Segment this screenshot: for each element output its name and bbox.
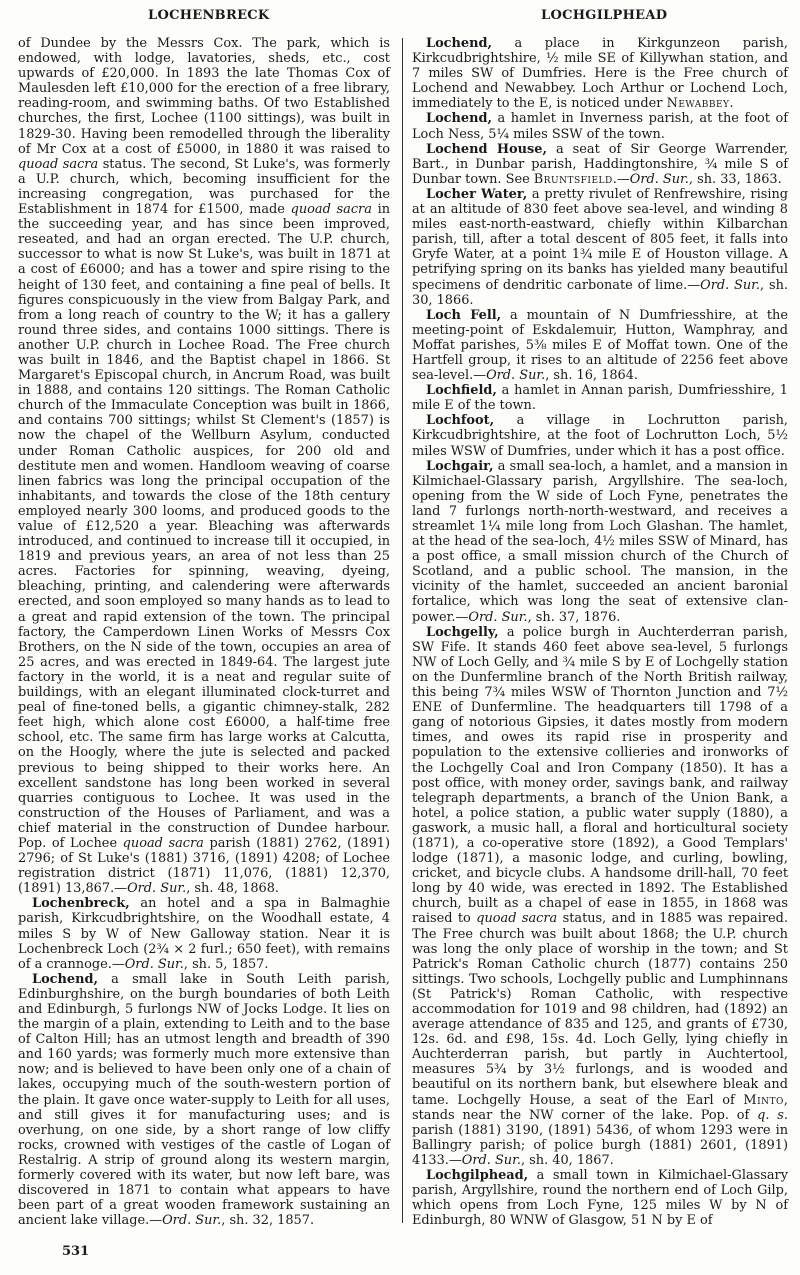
entry-headword: Lochend, (32, 971, 98, 987)
cross-reference: Newabbey (666, 96, 730, 112)
entry-text: parish (1881) 3190, (1891) 5436, of whom 1293 were in Ballingry parish; of police burgh (1881) 2601, (1891) 4133.— (412, 1122, 788, 1168)
entry-text: a police burgh in Auchterderran parish, SW Fife. It stands 460 feet above sea-level, 5 furlongs NW of Loch Gelly, and ¾ mile S by E of Lochgelly station on the Dunfermline branch of the North British railway, this being 7¾ miles WSW of Thornton Junction and 7½ ENE of Dunfermline. The headquarters till 1798 of a gang of notorious Gipsies, it dates mostly from modern times, and owes its rapid rise in prosperity and population to the extensive collieries and ironworks of the Lochgelly Coal and Iron Company (1850). It has a post office, with money order, savings bank, and railway telegraph departments, a branch of the Union Bank, a hotel, a police station, a public water supply (1880), a gaswork, a music hall, a floral and horticultural society (1871), a co-operative store (1892), a Good Templars' lodge (1871), a masonic lodge, and curling, bowling, cricket, and bicycle clubs. A handsome drill-hall, 70 feet long by 40 wide, was erected in 1892. The Established church, built as a chapel of ease in 1855, in 1868 was raised to (412, 624, 788, 927)
gazetteer-entry (412, 1168, 788, 1228)
entry-text: a hamlet in Annan parish, Dumfriesshire, 1 mile E of the town. (412, 383, 788, 414)
entry-text: , stands near the NW corner of the lake. Pop. of (412, 1092, 788, 1123)
entry-text: a small lake in South Leith parish, Edinburghshire, on the burgh boundaries of both Leith and Edinburgh, 5 furlongs NW of Jocks Lodge. It lies on the margin of a plain, extending to Leith and to the base of Calton Hill; has an utmost length and breadth of 390 and 160 yards; was formerly much more extensive than now; and is believed to have been only one of a chain of lakes, occupying much of the south-western portion of the plain. It gave once water-supply to Leith for all uses, and still gives it for manufacturing uses; and is overhung, on one side, by a short range of low cliffy rocks, crowned with vestiges of the castle of Logan of Restalrig. A strip of ground along its western margin, formerly covered with its water, but now left bare, was discovered in 1871 to contain what appears to have been part of a great wooden framework sustaining an ancient lake village.— (18, 971, 390, 1229)
entry-text: an hotel and a spa in Balmaghie parish, Kirkcudbrightshire, on the Woodhall estate, 4 miles S by W of New Galloway station. Near it is Lochenbreck Loch (2¾ × 2 furl.; 650 feet), with remains of a crannoge.— (18, 896, 390, 972)
entry-text: .— (612, 171, 630, 187)
gazetteer-entry (412, 459, 788, 625)
entry-headword: Lochend House, (426, 141, 547, 157)
entry-text: a mountain of N Dumfriesshire, at the meeting-point of Eskdalemuir, Hutton, Wamphray, and Moffat parishes, 5⅜ miles E of Moffat town. One of the Hartfell group, it rises to an altitude of 2256 feet above sea-level.— (412, 307, 788, 384)
entry-text: , sh. 30, 1866. (412, 277, 788, 308)
gazetteer-entry (412, 187, 788, 308)
left-column (18, 36, 390, 1228)
entry-headword: Lochend, (426, 36, 492, 51)
entry-text: , sh. 40, 1867. (520, 1152, 614, 1168)
gazetteer-entry (18, 972, 390, 1229)
italic-text: Ord. Sur. (468, 609, 528, 625)
italic-text: quoad sacra (122, 835, 204, 851)
gazetteer-entry (412, 111, 788, 141)
gazetteer-entry (18, 896, 390, 971)
running-head-left: LOCHENBRECK (148, 8, 270, 23)
gazetteer-entry (412, 625, 788, 1168)
gazetteer-entry (412, 383, 788, 413)
entry-text: , sh. 16, 1864. (545, 368, 639, 384)
entry-text: a village in Lochrutton parish, Kirkcudbrightshire, at the foot of Lochrutton Loch, 5½ miles WSW of Dumfries, under which it has a post office. (412, 413, 788, 459)
italic-text: Ord. Sur. (162, 1213, 222, 1229)
page-number: 531 (62, 1244, 90, 1259)
entry-headword: Lochgair, (426, 458, 494, 474)
entry-headword: Lochend, (426, 111, 492, 127)
entry-text: a small town in Kilmichael-Glassary parish, Argyllshire, round the northern end of Loch Gilp, which opens from Loch Fyne, 125 miles W by N of Edinburgh, 80 WNW of Glasgow, 51 N by E of (412, 1168, 788, 1229)
column-divider (402, 38, 403, 1223)
italic-text: quoad sacra (476, 911, 558, 927)
italic-text: Ord. Sur. (461, 1152, 521, 1168)
entry-text: , sh. 37, 1876. (527, 609, 621, 625)
italic-text: Ord. Sur. (127, 881, 187, 897)
right-column (412, 36, 788, 1228)
italic-text: Ord. Sur. (486, 368, 546, 384)
entry-headword: Lochgilphead, (426, 1168, 529, 1184)
entry-text: , sh. 48, 1868. (186, 881, 280, 897)
gazetteer-entry (412, 142, 788, 187)
entry-text: of Dundee by the Messrs Cox. The park, which is endowed, with lodge, lavatories, sheds, etc., cost upwards of £20,000. In 1893 the late Thomas Cox of Maulesden left £10,000 for the erection of a free library, reading-room, and swimming baths. Of two Established churches, the first, Lochee (1100 sittings), was built in 1829-30. Having been remodelled through the liberality of Mr Cox at a cost of £5000, in 1880 it was raised to (18, 36, 390, 157)
entry-text: . (729, 96, 734, 112)
gazetteer-entry (412, 36, 788, 111)
italic-text: quoad sacra (18, 156, 99, 172)
gazetteer-entry (412, 413, 788, 458)
entry-text: status. The second, St Luke's, was formerly a U.P. church, which, becoming insufficient for the increasing congregation, was purchased for the Establishment in 1874 for £1500, made (18, 156, 390, 218)
italic-text: quoad sacra (290, 202, 372, 218)
italic-text: Ord. Sur. (124, 956, 184, 972)
entry-text: , sh. 32, 1857. (221, 1213, 315, 1229)
entry-text: , sh. 33, 1863. (688, 171, 782, 187)
entry-text: a small sea-loch, a hamlet, and a mansion in Kilmichael-Glassary parish, Argyllshire. The sea-loch, opening from the W side of Loch Fyne, penetrates the land 7 furlongs north-north-westward, and receives a streamlet 1¼ mile long from Loch Glashan. The hamlet, at the head of the sea-loch, 4½ miles SSW of Minard, has a post office, a small mission church of the Church of Scotland, and a public school. The mansion, in the vicinity of the hamlet, succeeded an ancient baronial fortalice, which was long the seat of extensive clan-power.— (412, 458, 788, 625)
entry-text: a pretty rivulet of Renfrewshire, rising at an altitude of 830 feet above sea-level, and winding 8 miles east-north-eastward, chiefly within Kilbarchan parish, till, after a total descent of 805 feet, it falls into Gryfe Water, at a point 1¾ mile E of Houston village. A petrifying spring on its banks has yielded many beautiful specimens of dendritic carbonate of lime.— (412, 186, 788, 293)
gazetteer-entry (412, 308, 788, 383)
entry-headword: Loch Fell, (426, 307, 502, 323)
italic-text: q. s. (757, 1107, 788, 1123)
italic-text: Ord. Sur. (629, 171, 689, 187)
entry-text: a seat of Sir George Warrender, Bart., in Dunbar parish, Haddingtonshire, ¾ mile S of Dunbar town. See (412, 141, 788, 187)
entry-headword: Lochfoot, (426, 413, 495, 429)
cross-reference: Bruntsfield (533, 171, 613, 187)
entry-text: a hamlet in Inverness parish, at the foot of Loch Ness, 5¼ miles SSW of the town. (412, 111, 788, 142)
entry-headword: Lochgelly, (426, 624, 499, 640)
entry-headword: Locher Water, (426, 186, 528, 202)
running-head-right: LOCHGILPHEAD (541, 8, 668, 23)
entry-text: parish (1881) 2762, (1891) 2796; of St Luke's (1881) 3716, (1891) 4208; of Lochee registration district (1871) 11,076, (1881) 12,370, (1891) 13,867.— (18, 835, 390, 897)
cross-reference: Minto (743, 1092, 784, 1108)
entry-text: a place in Kirkgunzeon parish, Kirkcudbrightshire, ½ mile SE of Killywhan station, and 7 miles SW of Dumfries. Here is the Free church of Lochend and Newabbey. Loch Arthur or Lochend Loch, immediately to the E, is noticed under (412, 36, 788, 112)
entry-text: status, and in 1885 was repaired. The Free church was built about 1868; the U.P. church was long the only place of worship in the town; and St Patrick's Roman Catholic church (1877) contains 250 sittings. Two schools, Lochgelly public and Lumphinnans (St Patrick's) Roman Catholic, with respective accommodation for 1019 and 98 children, had (1892) an average attendance of 835 and 125, and grants of £730, 12s. 6d. and £98, 15s. 4d. Loch Gelly, lying chiefly in Auchterderran parish, but partly in Auchtertool, measures 5¾ by 3½ furlongs, and is wooded and beautiful on its northern bank, but elsewhere bleak and tame. Lochgelly House, a seat of the Earl of (412, 911, 788, 1108)
gazetteer-entry (18, 36, 390, 896)
italic-text: Ord. Sur. (700, 277, 761, 293)
entry-headword: Lochenbreck, (32, 896, 130, 912)
entry-text: , sh. 5, 1857. (183, 956, 269, 972)
entry-text: in the succeeding year, and has since been improved, reseated, and had an organ erected. The U.P. church, successor to what is now St Luke's, was built in 1871 at a cost of £6000; and has a tower and spire rising to the height of 130 feet, and containing a fine peal of bells. It figures conspicuously in the view from Balgay Park, and from a long reach of country to the W; it has a gallery round three sides, and contains 1000 sittings. There is another U.P. church in Lochee Road. The Free church was built in 1846, and the Baptist chapel in 1866. St Margaret's Episcopal church, in Ancrum Road, was built in 1888, and contains 120 sittings. The Roman Catholic church of the Immaculate Conception was built in 1866, and contains 700 sittings; whilst St Clement's (1857) is now the chapel of the Wellburn Asylum, conducted under Roman Catholic auspices, for 200 old and destitute men and women. Handloom weaving of coarse linen fabrics was long the principal occupation of the inhabitants, and towards the close of the 18th century employed nearly 300 looms, and produced goods to the value of £12,520 a year. Bleaching was afterwards introduced, and continued to increase till it occupied, in 1819 and previous years, an area of not less than 25 acres. Factories for spinning, weaving, dyeing, bleaching, printing, and calendering were afterwards erected, and soon employed so many hands as to lead to a great and rapid extension of the town. The principal factory, the Camperdown Linen Works of Messrs Cox Brothers, on the N side of the town, occupies an area of 25 acres, and was erected in 1849-64. The largest jute factory in the world, it is a neat and regular suite of buildings, with an elegant illuminated clock-turret and peal of fine-toned bells, a gigantic chimney-stalk, 282 feet high, which alone cost £6000, a half-time free school, etc. The same firm has large works at Calcutta, on the Hoogly, where the jute is selected and packed previous to being shipped to their works here. An excellent sandstone has long been worked in several quarries contiguous to Lochee. It was used in the construction of the Houses of Parliament, and was a chief material in the construction of Dundee harbour. Pop. of Lochee (18, 202, 391, 851)
entry-headword: Lochfield, (426, 383, 497, 399)
